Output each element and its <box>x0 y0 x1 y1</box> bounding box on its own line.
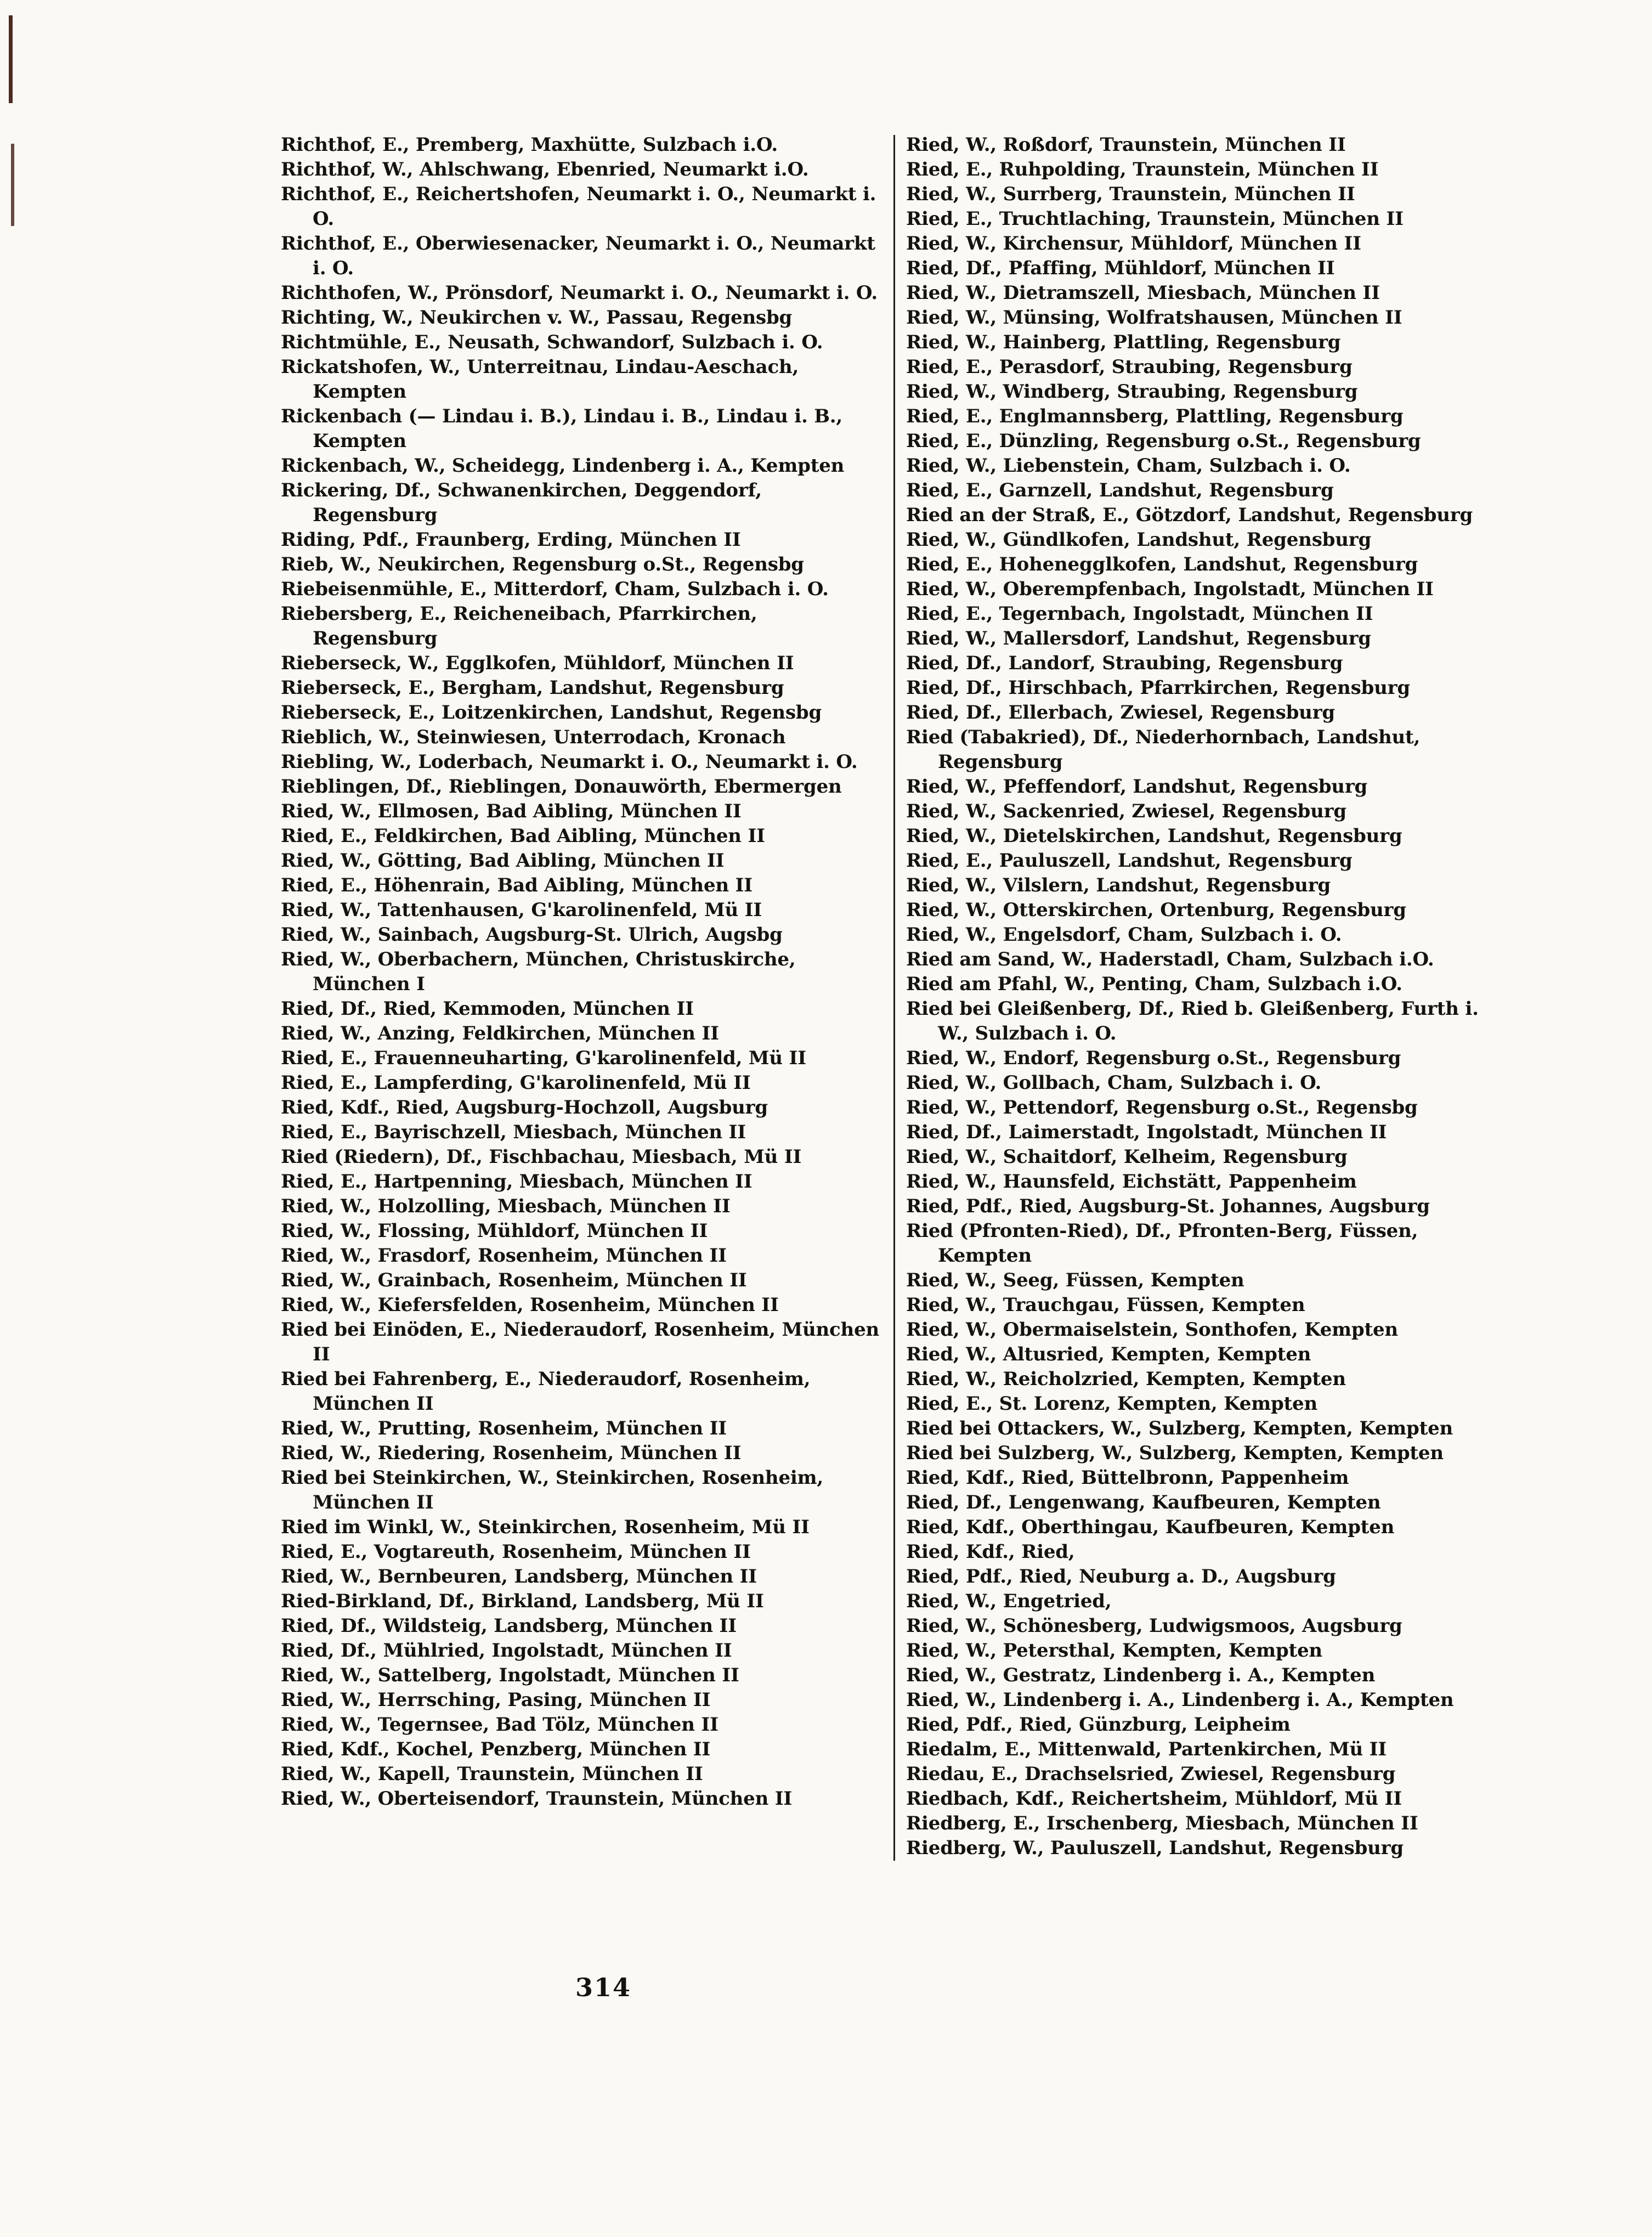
directory-entry: Ried, Df., Laimerstadt, Ingolstadt, München II <box>906 1121 1387 1143</box>
directory-entry: Ried, W., Schönesberg, Ludwigsmoos, Augsburg <box>906 1615 1402 1637</box>
directory-entry: Ried, Df., Wildsteig, Landsberg, München II <box>281 1615 737 1637</box>
directory-entry: Ried, W., Vilslern, Landshut, Regensburg <box>906 874 1331 896</box>
directory-entry: Ried (Riedern), Df., Fischbachau, Miesbach, Mü II <box>281 1146 802 1168</box>
directory-entry: Ried, W., Sackenried, Zwiesel, Regensburg <box>906 800 1347 822</box>
directory-entry: Rickenbach, W., Scheidegg, Lindenberg i. A., Kempten <box>281 455 845 477</box>
directory-entry: Ried, W., Prutting, Rosenheim, München II <box>281 1417 727 1439</box>
directory-entry: Ried, W., Sainbach, Augsburg-St. Ulrich, Augsbg <box>281 924 783 946</box>
directory-entry: Ried, W., Pfeffendorf, Landshut, Regensburg <box>906 776 1368 798</box>
directory-entry: Ried, W., Oberempfenbach, Ingolstadt, München II <box>906 578 1434 600</box>
directory-entry: Ried, Df., Hirschbach, Pfarrkirchen, Regensburg <box>906 677 1410 699</box>
directory-entry: Ried, W., Lindenberg i. A., Lindenberg i. A., Kempten <box>906 1689 1454 1711</box>
directory-entry: Ried, W., Anzing, Feldkirchen, München II <box>281 1023 719 1044</box>
directory-entry: Ried, E., Bayrischzell, Miesbach, München II <box>281 1121 746 1143</box>
directory-entry: Ried, W., Kiefersfelden, Rosenheim, München II <box>281 1294 779 1316</box>
directory-entry: Riedbach, Kdf., Reichertsheim, Mühldorf, Mü II <box>906 1788 1402 1810</box>
directory-entry: Ried, W., Obermaiselstein, Sonthofen, Kempten <box>906 1319 1398 1341</box>
directory-entry: Ried, W., Schaitdorf, Kelheim, Regensburg <box>906 1146 1348 1168</box>
directory-entry: Ried, W., Engelsdorf, Cham, Sulzbach i. O. <box>906 924 1342 946</box>
directory-entry: Ried, W., Ellmosen, Bad Aibling, München II <box>281 800 742 822</box>
directory-entry: Ried, W., Mallersdorf, Landshut, Regensburg <box>906 628 1371 649</box>
directory-entry: Ried, W., Bernbeuren, Landsberg, München II <box>281 1566 757 1588</box>
directory-entry: Ried, W., Götting, Bad Aibling, München II <box>281 850 725 872</box>
directory-entry: Ried, E., Feldkirchen, Bad Aibling, München II <box>281 825 765 847</box>
directory-entry: Ried an der Straß, E., Götzdorf, Landshut, Regensburg <box>906 504 1473 526</box>
directory-entry: Rieb, W., Neukirchen, Regensburg o.St., Regensbg <box>281 553 804 575</box>
directory-entry: Ried, E., Pauluszell, Landshut, Regensburg <box>906 850 1353 872</box>
directory-entry: Ried, E., Perasdorf, Straubing, Regensburg <box>906 356 1353 378</box>
left-column <box>281 133 881 1861</box>
directory-entry: Ried bei Einöden, E., Niederaudorf, Rosenheim, München II <box>281 1319 880 1365</box>
directory-entry: Ried, W., Gündlkofen, Landshut, Regensburg <box>906 529 1372 551</box>
directory-entry: Ried, Kdf., Ried, Augsburg-Hochzoll, Augsburg <box>281 1097 768 1118</box>
directory-text-block <box>281 133 1526 1861</box>
directory-entry: Richthof, E., Oberwiesenacker, Neumarkt i. O., Neumarkt i. O. <box>281 233 875 279</box>
directory-entry: Ried bei Sulzberg, W., Sulzberg, Kempten, Kempten <box>906 1442 1444 1464</box>
directory-entry: Ried, W., Oberteisendorf, Traunstein, München II <box>281 1788 793 1810</box>
directory-entry: Ried, Pdf., Ried, Neuburg a. D., Augsburg <box>906 1566 1336 1588</box>
directory-entry: Ried, W., Roßdorf, Traunstein, München II <box>906 134 1346 156</box>
directory-entry: Riedalm, E., Mittenwald, Partenkirchen, Mü II <box>906 1738 1387 1760</box>
directory-entry: Riedberg, W., Pauluszell, Landshut, Regensburg <box>906 1837 1404 1859</box>
directory-entry: Ried am Pfahl, W., Penting, Cham, Sulzbach i.O. <box>906 973 1402 995</box>
directory-entry: Rieberseck, E., Loitzenkirchen, Landshut, Regensbg <box>281 702 822 724</box>
directory-entry: Ried, W., Oberbachern, München, Christuskirche, München I <box>281 948 796 995</box>
directory-entry: Richthofen, W., Prönsdorf, Neumarkt i. O., Neumarkt i. O. <box>281 282 878 304</box>
directory-entry: Ried, Df., Lengenwang, Kaufbeuren, Kempten <box>906 1492 1381 1513</box>
directory-entry: Ried, W., Otterskirchen, Ortenburg, Regensburg <box>906 899 1406 921</box>
directory-entry: Riedberg, E., Irschenberg, Miesbach, München II <box>906 1812 1418 1834</box>
directory-entry: Ried, E., Garnzell, Landshut, Regensburg <box>906 479 1334 501</box>
directory-entry: Ried, Df., Landorf, Straubing, Regensburg <box>906 652 1343 674</box>
directory-entry: Ried, E., Lampferding, G'karolinenfeld, Mü II <box>281 1072 751 1094</box>
directory-entry: Ried, W., Herrsching, Pasing, München II <box>281 1689 711 1711</box>
directory-entry: Ried, E., Hohenegglkofen, Landshut, Regensburg <box>906 553 1418 575</box>
directory-entry: Riebling, W., Loderbach, Neumarkt i. O., Neumarkt i. O. <box>281 751 858 773</box>
directory-entry: Ried, W., Trauchgau, Füssen, Kempten <box>906 1294 1305 1316</box>
directory-entry: Richthof, W., Ahlschwang, Ebenried, Neumarkt i.O. <box>281 159 809 180</box>
directory-entry: Ried bei Gleißenberg, Df., Ried b. Gleißenberg, Furth i. W., Sulzbach i. O. <box>906 998 1479 1044</box>
directory-entry: Ried, Kdf., Kochel, Penzberg, München II <box>281 1738 711 1760</box>
directory-entry: Richthof, E., Premberg, Maxhütte, Sulzbach i.O. <box>281 134 778 156</box>
directory-entry: Ried, W., Petersthal, Kempten, Kempten <box>906 1640 1322 1662</box>
directory-entry: Ried, W., Haunsfeld, Eichstätt, Pappenheim <box>906 1171 1357 1193</box>
directory-entry: Riebersberg, E., Reicheneibach, Pfarrkirchen, Regensburg <box>281 603 757 649</box>
directory-entry: Ried, Pdf., Ried, Günzburg, Leipheim <box>906 1714 1291 1736</box>
directory-entry: Ried, W., Kirchensur, Mühldorf, München II <box>906 233 1361 255</box>
directory-entry: Ried, W., Frasdorf, Rosenheim, München II <box>281 1245 727 1267</box>
directory-entry: Ried, Kdf., Ried, <box>906 1541 1075 1563</box>
directory-entry: Ried, W., Endorf, Regensburg o.St., Regensburg <box>906 1047 1401 1069</box>
directory-entry: Rieblich, W., Steinwiesen, Unterrodach, Kronach <box>281 726 786 748</box>
directory-entry: Ried im Winkl, W., Steinkirchen, Rosenheim, Mü II <box>281 1516 810 1538</box>
directory-entry: Ried, W., Liebenstein, Cham, Sulzbach i. O. <box>906 455 1351 477</box>
directory-entry: Ried, W., Riedering, Rosenheim, München II <box>281 1442 742 1464</box>
directory-entry: Ried, Kdf., Oberthingau, Kaufbeuren, Kempten <box>906 1516 1395 1538</box>
directory-entry: Ried, E., Truchtlaching, Traunstein, München II <box>906 208 1404 230</box>
directory-entry: Ried, W., Hainberg, Plattling, Regensburg <box>906 331 1341 353</box>
directory-entry: Ried, W., Gollbach, Cham, Sulzbach i. O. <box>906 1072 1322 1094</box>
directory-entry: Riedau, E., Drachselsried, Zwiesel, Regensburg <box>906 1763 1396 1785</box>
scan-artifact <box>9 15 13 103</box>
directory-entry: Ried am Sand, W., Haderstadl, Cham, Sulzbach i.O. <box>906 948 1434 970</box>
right-column <box>906 133 1507 1861</box>
directory-entry: Ried, E., St. Lorenz, Kempten, Kempten <box>906 1393 1317 1415</box>
directory-entry: Richthof, E., Reichertshofen, Neumarkt i. O., Neumarkt i. O. <box>281 183 876 230</box>
directory-entry: Rickatshofen, W., Unterreitnau, Lindau-Aeschach, Kempten <box>281 356 799 403</box>
directory-entry: Ried, E., Tegernbach, Ingolstadt, München II <box>906 603 1373 625</box>
directory-entry: Ried, W., Holzolling, Miesbach, München II <box>281 1195 731 1217</box>
directory-entry: Ried, Kdf., Ried, Büttelbronn, Pappenheim <box>906 1467 1349 1489</box>
directory-entry: Rieberseck, W., Egglkofen, Mühldorf, München II <box>281 652 794 674</box>
directory-entry: Ried, W., Altusried, Kempten, Kempten <box>906 1343 1311 1365</box>
directory-entry: Ried, W., Reicholzried, Kempten, Kempten <box>906 1368 1346 1390</box>
directory-entry: Ried bei Ottackers, W., Sulzberg, Kempten, Kempten <box>906 1417 1453 1439</box>
directory-entry: Ried (Tabakried), Df., Niederhornbach, Landshut, Regensburg <box>906 726 1421 773</box>
directory-entry: Ried-Birkland, Df., Birkland, Landsberg, Mü II <box>281 1590 764 1612</box>
directory-entry: Ried, W., Windberg, Straubing, Regensburg <box>906 381 1358 403</box>
directory-entry: Ried, W., Kapell, Traunstein, München II <box>281 1763 703 1785</box>
directory-entry: Ried, W., Flossing, Mühldorf, München II <box>281 1220 708 1242</box>
directory-entry: Ried, W., Gestratz, Lindenberg i. A., Kempten <box>906 1664 1376 1686</box>
directory-entry: Ried, W., Sattelberg, Ingolstadt, München II <box>281 1664 739 1686</box>
directory-entry: Ried, Df., Pfaffing, Mühldorf, München II <box>906 257 1335 279</box>
directory-entry: Richtmühle, E., Neusath, Schwandorf, Sulzbach i. O. <box>281 331 823 353</box>
directory-entry: Ried, Df., Ried, Kemmoden, München II <box>281 998 694 1020</box>
directory-entry: Riebeisenmühle, E., Mitterdorf, Cham, Sulzbach i. O. <box>281 578 829 600</box>
directory-entry: Ried, W., Surrberg, Traunstein, München II <box>906 183 1355 205</box>
column-divider <box>893 135 895 1861</box>
directory-entry: Ried, E., Englmannsberg, Plattling, Regensburg <box>906 405 1404 427</box>
directory-entry: Ried, W., Tegernsee, Bad Tölz, München II <box>281 1714 718 1736</box>
directory-entry: Ried, E., Höhenrain, Bad Aibling, München II <box>281 874 753 896</box>
directory-entry: Ried, E., Ruhpolding, Traunstein, München II <box>906 159 1379 180</box>
page-number: 314 <box>575 1973 632 2002</box>
directory-entry: Rickering, Df., Schwanenkirchen, Deggendorf, Regensburg <box>281 479 762 526</box>
directory-entry: Ried, W., Pettendorf, Regensburg o.St., Regensbg <box>906 1097 1418 1118</box>
directory-entry: Ried, W., Engetried, <box>906 1590 1112 1612</box>
directory-entry: Richting, W., Neukirchen v. W., Passau, Regensbg <box>281 307 793 329</box>
directory-entry: Ried, Pdf., Ried, Augsburg-St. Johannes, Augsburg <box>906 1195 1430 1217</box>
directory-entry: Ried, E., Dünzling, Regensburg o.St., Regensburg <box>906 430 1421 452</box>
directory-entry: Ried, W., Tattenhausen, G'karolinenfeld, Mü II <box>281 899 762 921</box>
directory-entry: Rieblingen, Df., Rieblingen, Donauwörth, Ebermergen <box>281 776 842 798</box>
directory-entry: Ried, W., Münsing, Wolfratshausen, München II <box>906 307 1402 329</box>
directory-entry: Rickenbach (— Lindau i. B.), Lindau i. B., Lindau i. B., Kempten <box>281 405 843 452</box>
directory-entry: Ried, Df., Ellerbach, Zwiesel, Regensburg <box>906 702 1335 724</box>
directory-entry: Ried, E., Frauenneuharting, G'karolinenfeld, Mü II <box>281 1047 806 1069</box>
directory-entry: Ried, E., Hartpenning, Miesbach, München II <box>281 1171 753 1193</box>
directory-entry: Ried bei Fahrenberg, E., Niederaudorf, Rosenheim, München II <box>281 1368 811 1415</box>
directory-entry: Ried (Pfronten-Ried), Df., Pfronten-Berg, Füssen, Kempten <box>906 1220 1418 1267</box>
directory-entry: Ried bei Steinkirchen, W., Steinkirchen, Rosenheim, München II <box>281 1467 823 1513</box>
directory-entry: Rieberseck, E., Bergham, Landshut, Regensburg <box>281 677 784 699</box>
directory-entry: Riding, Pdf., Fraunberg, Erding, München II <box>281 529 741 551</box>
directory-entry: Ried, W., Dietramszell, Miesbach, München II <box>906 282 1380 304</box>
directory-entry: Ried, Df., Mühlried, Ingolstadt, München II <box>281 1640 732 1662</box>
directory-entry: Ried, W., Seeg, Füssen, Kempten <box>906 1269 1244 1291</box>
directory-entry: Ried, E., Vogtareuth, Rosenheim, München II <box>281 1541 751 1563</box>
directory-entry: Ried, W., Dietelskirchen, Landshut, Regensburg <box>906 825 1402 847</box>
scan-artifact <box>11 144 14 226</box>
directory-entry: Ried, W., Grainbach, Rosenheim, München II <box>281 1269 747 1291</box>
